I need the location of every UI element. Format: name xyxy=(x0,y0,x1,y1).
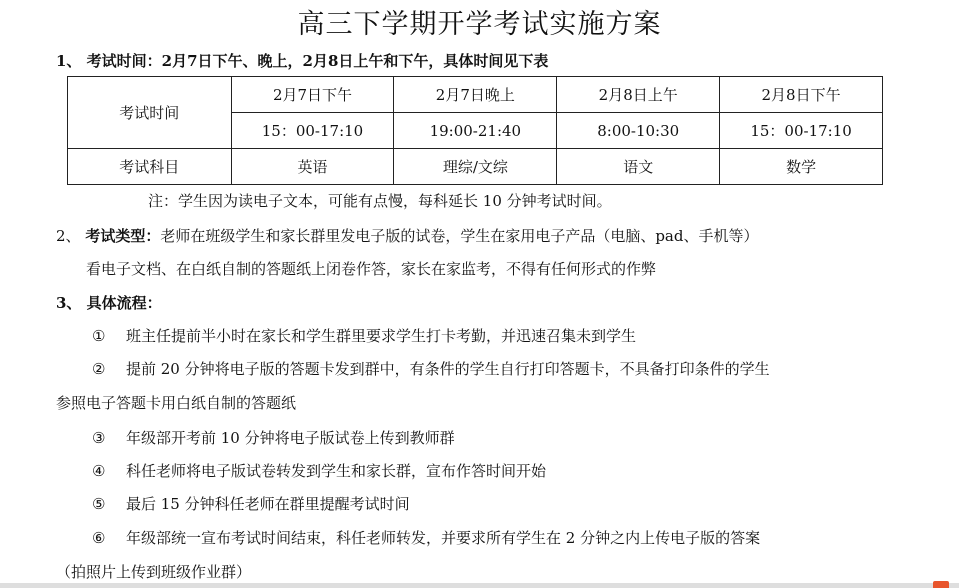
section-2-text-line1: 老师在班级学生和家长群里发电子版的试卷，学生在家用电子产品（电脑、pad、手机等） xyxy=(160,227,759,245)
corner-widget-icon xyxy=(933,581,949,588)
step-6 xyxy=(92,526,760,550)
exam-time-label: 考试时间 xyxy=(68,77,232,149)
step-5 xyxy=(92,492,410,516)
step-6-text-line1: 年级部统一宣布考试时间结束，科任老师转发，并要求所有学生在 2 分钟之内上传电子版的答案 xyxy=(126,529,761,547)
slot-4-day: 2月8日下午 xyxy=(720,77,883,113)
exam-schedule-table xyxy=(67,76,883,185)
step-3-mark: ③ xyxy=(92,429,106,447)
slot-2-time: 19:00-21:40 xyxy=(394,113,557,149)
step-6-text-line2: （拍照片上传到班级作业群） xyxy=(56,563,252,581)
slot-1-time: 15：00-17:10 xyxy=(231,113,394,149)
document-title: 高三下学期开学考试实施方案 xyxy=(297,9,662,40)
slot-1-subject: 英语 xyxy=(231,149,394,185)
section-2-label: 考试类型： xyxy=(85,227,161,245)
slot-1-day: 2月7日下午 xyxy=(231,77,394,113)
slot-3-time: 8:00-10:30 xyxy=(557,113,720,149)
step-2-text-line2: 参照电子答题卡用白纸自制的答题纸 xyxy=(56,394,297,412)
step-1-text: 班主任提前半小时在家长和学生群里要求学生打卡考勤，并迅速召集未到学生 xyxy=(126,327,637,345)
step-6-mark: ⑥ xyxy=(92,529,106,547)
step-4 xyxy=(92,459,546,483)
step-4-mark: ④ xyxy=(92,462,106,480)
slot-3-day: 2月8日上午 xyxy=(557,77,720,113)
section-2-number: 2、 xyxy=(56,227,86,245)
exam-subject-label: 考试科目 xyxy=(68,149,232,185)
slot-3-subject: 语文 xyxy=(557,149,720,185)
slot-2-subject: 理综/文综 xyxy=(394,149,557,185)
horizontal-scrollbar[interactable] xyxy=(0,583,959,588)
step-1-mark: ① xyxy=(92,327,106,345)
step-1 xyxy=(92,324,636,348)
section-3-heading: 3、 具体流程： xyxy=(56,294,162,312)
step-4-text: 科任老师将电子版试卷转发到学生和家长群，宣布作答时间开始 xyxy=(126,462,547,480)
section-2-text-line2: 看电子文档、在白纸自制的答题纸上闭卷作答，家长在家监考，不得有任何形式的作弊 xyxy=(86,260,657,278)
step-5-mark: ⑤ xyxy=(92,495,106,513)
step-2-mark: ② xyxy=(92,360,106,378)
section-2 xyxy=(56,224,758,248)
step-5-text: 最后 15 分钟科任老师在群里提醒考试时间 xyxy=(126,495,410,513)
step-2 xyxy=(92,357,770,381)
slot-2-day: 2月7日晚上 xyxy=(394,77,557,113)
section-1-heading: 1、 考试时间：2月7日下午、晚上，2月8日上午和下午，具体时间见下表 xyxy=(56,52,549,70)
slot-4-subject: 数学 xyxy=(720,149,883,185)
step-2-text-line1: 提前 20 分钟将电子版的答题卡发到群中，有条件的学生自行打印答题卡，不具备打印条件的学生 xyxy=(126,360,770,378)
step-3 xyxy=(92,426,455,450)
slot-4-time: 15：00-17:10 xyxy=(720,113,883,149)
time-extension-note: 注：学生因为读电子文本，可能有点慢，每科延长 10 分钟考试时间。 xyxy=(148,192,612,210)
step-3-text: 年级部开考前 10 分钟将电子版试卷上传到教师群 xyxy=(126,429,455,447)
